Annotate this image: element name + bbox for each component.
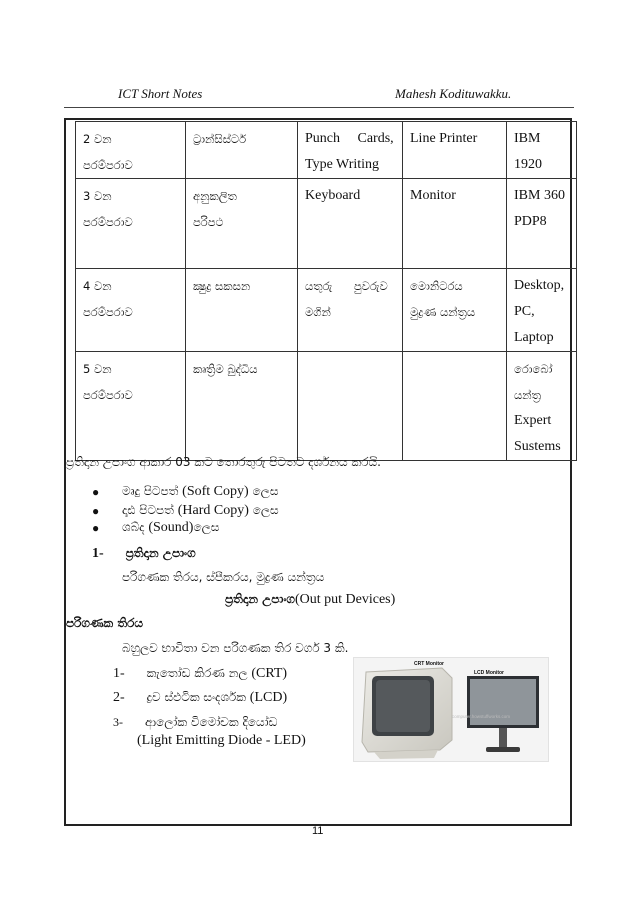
example-cell: රොබෝ යන්ත්‍ර Expert Sustems <box>507 352 577 461</box>
bullet-dot-icon: ● <box>92 485 100 499</box>
page-number: 11 <box>312 825 324 837</box>
list-item: 2- ද්‍රව ස්ඵටික සංදර්ශක (LCD) <box>113 690 288 705</box>
input-cell: යතුරු පුවරුව මගින් <box>298 269 403 352</box>
watermark: computer.howstuffworks.com <box>452 714 510 719</box>
header-left: ICT Short Notes <box>118 86 203 101</box>
technology-cell: කෘත්‍රිම බුද්ධිය <box>186 352 298 461</box>
generation-cell: 2 වන පරම්පරාව <box>76 122 186 179</box>
screens-heading: පරිගණක තිරය <box>66 616 143 630</box>
input-cell: Keyboard <box>298 179 403 269</box>
monitor-illustration <box>354 658 548 761</box>
table-row <box>76 179 577 269</box>
generation-cell: 4 වන පරම්පරාව <box>76 269 186 352</box>
bullet-dot-icon: ● <box>92 504 100 518</box>
bullet-item: දෘඪ පිටපත් (Hard Copy) ලෙස <box>122 503 279 518</box>
output-cell: මොනිටරය මුද්‍රණ යන්ත්‍රය <box>403 269 507 352</box>
intro-text: ප්‍රතිදාන උපාංග ආකාර 03 කට තොරතුරු පිටතට දර්ශනය කරයි. <box>66 455 381 469</box>
screens-intro: බහුලව භාවිතා වන පරිගණක තිර වර්ග 3 කි. <box>122 641 349 655</box>
list-item: 1- කැතෝඩ කිරණ නල (CRT) <box>113 666 288 681</box>
example-cell: IBM 360 PDP8 <box>507 179 577 269</box>
output-cell: Line Printer <box>403 122 507 179</box>
input-cell: Punch Cards, Type Writing <box>298 122 403 179</box>
bullet-item: මෘදු පිටපත් (Soft Copy) ලෙස <box>122 484 279 499</box>
bullet-dot-icon: ● <box>92 521 100 535</box>
technology-cell: ට්‍රාන්සිස්ටර් <box>186 122 298 179</box>
technology-cell: ක්‍ෂුද්‍ර සකසන <box>186 269 298 352</box>
table-row <box>76 269 577 352</box>
output-device-list: පරිගණක තිරය, ස්පීකරය, මුද්‍රණ යන්ත්‍රය <box>122 570 325 584</box>
list-item-continuation: (Light Emitting Diode - LED) <box>137 733 306 748</box>
section-heading: 1- ප්‍රතිදාන උපාංග <box>92 546 196 561</box>
example-cell: Desktop, PC, Laptop <box>507 269 577 352</box>
table-row <box>76 352 577 461</box>
generation-cell: 3 වන පරම්පරාව <box>76 179 186 269</box>
bullet-item: ශබ්ද (Sound)ලෙස <box>122 520 220 535</box>
crt-label: CRT Monitor <box>414 661 444 667</box>
lcd-label: LCD Monitor <box>474 670 504 676</box>
technology-cell: අනුකලිත පරිපථ <box>186 179 298 269</box>
output-devices-heading: ප්‍රතිදාන උපාංග(Out put Devices) <box>225 592 396 607</box>
input-cell <box>298 352 403 461</box>
table-row <box>76 122 577 179</box>
generations-table <box>75 121 577 461</box>
header-rule <box>64 107 574 108</box>
list-item: 3- ආලෝක විමෝචක දියෝඩ <box>113 715 278 729</box>
output-cell <box>403 352 507 461</box>
example-cell: IBM 1920 <box>507 122 577 179</box>
header-right: Mahesh Kodituwakku. <box>395 86 512 101</box>
monitor-comparison-image <box>353 657 549 762</box>
output-cell: Monitor <box>403 179 507 269</box>
generation-cell: 5 වන පරම්පරාව <box>76 352 186 461</box>
